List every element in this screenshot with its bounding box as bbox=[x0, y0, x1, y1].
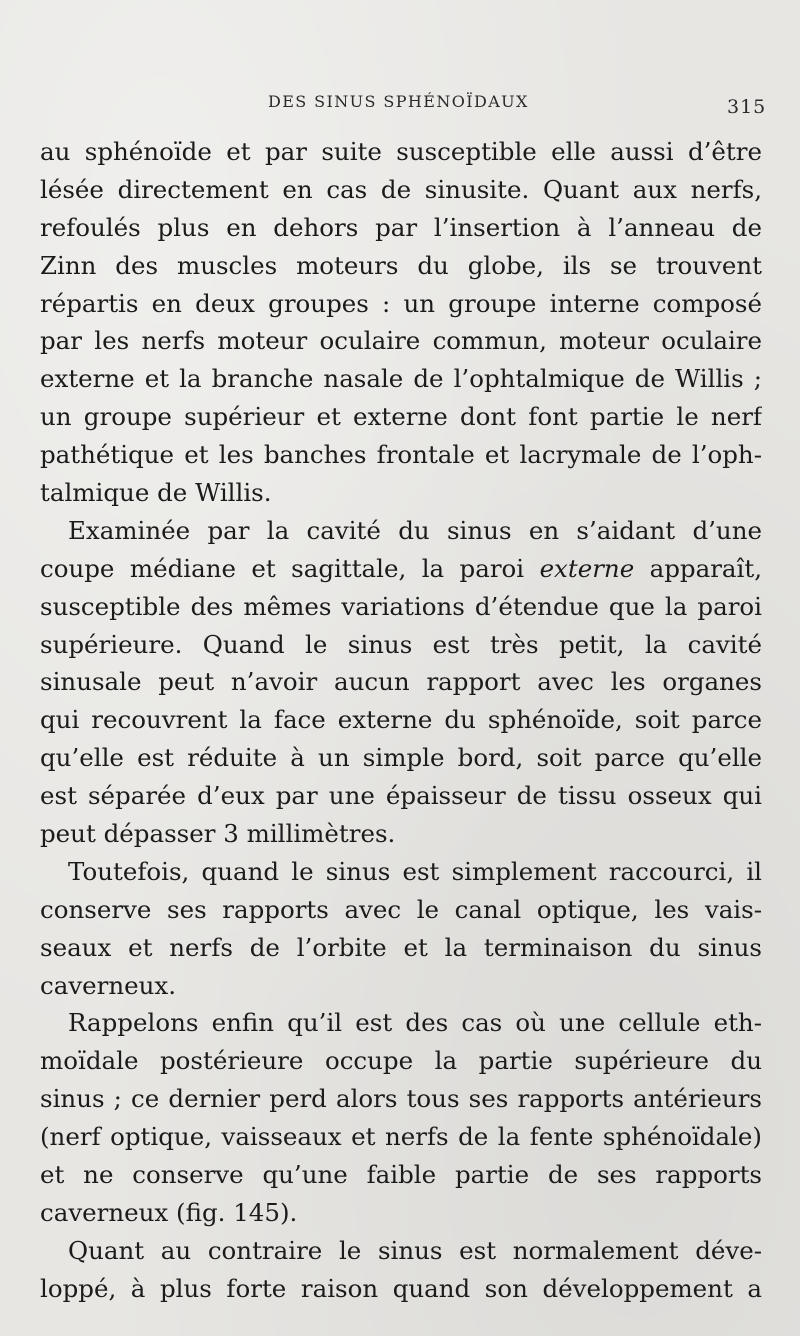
text-line: Zinn des muscles moteurs du globe, ils se trouvent bbox=[40, 250, 762, 280]
text-line: lésée directement en cas de sinusite. Quant aux nerfs, bbox=[40, 174, 762, 204]
text-line: susceptible des mêmes variations d’étendue que la paroi bbox=[40, 591, 762, 621]
text-line: conserve ses rapports avec le canal optique, les vais- bbox=[40, 894, 762, 924]
text-line: un groupe supérieur et externe dont font partie le nerf bbox=[40, 402, 762, 432]
paragraph-3 bbox=[40, 853, 762, 1005]
text-line: par les nerfs moteur oculaire commun, moteur oculaire bbox=[40, 326, 762, 356]
text-line: (nerf optique, vaisseaux et nerfs de la fente sphénoïdale) bbox=[40, 1122, 762, 1152]
paragraph-4 bbox=[40, 1004, 762, 1231]
text-line: répartis en deux groupes : un groupe interne composé bbox=[40, 288, 762, 318]
paragraph-5 bbox=[40, 1232, 762, 1308]
text-line: seaux et nerfs de l’orbite et la terminaison du sinus bbox=[40, 932, 762, 962]
text-line: et ne conserve qu’une faible partie de ses rapports bbox=[40, 1160, 762, 1190]
text-line: supérieure. Quand le sinus est très petit, la cavité bbox=[40, 629, 762, 659]
text-line: pathétique et les banches frontale et lacrymale de l’oph- bbox=[40, 440, 762, 470]
text-line: talmique de Willis. bbox=[40, 478, 272, 508]
text-line: externe et la branche nasale de l’ophtalmique de Willis ; bbox=[40, 364, 762, 394]
page-number: 315 bbox=[727, 96, 767, 118]
body-text bbox=[40, 133, 762, 1308]
text-line: Toutefois, quand le sinus est simplement raccourci, il bbox=[68, 856, 762, 886]
text-line: peut dépasser 3 millimètres. bbox=[40, 819, 396, 849]
text-line: loppé, à plus forte raison quand son développement a bbox=[40, 1273, 762, 1303]
text-line: caverneux. bbox=[40, 970, 177, 1000]
paragraph-2 bbox=[40, 512, 762, 853]
text-segment: apparaît, bbox=[634, 553, 762, 583]
text-line: qui recouvrent la face externe du sphénoïde, soit parce bbox=[40, 705, 762, 735]
text-line: refoulés plus en dehors par l’insertion à l’anneau de bbox=[40, 212, 762, 242]
text-line: sinus ; ce dernier perd alors tous ses rapports antérieurs bbox=[40, 1084, 762, 1114]
text-segment: coupe médiane et sagittale, la paroi bbox=[40, 553, 540, 583]
text-line: qu’elle est réduite à un simple bord, soit parce qu’elle bbox=[40, 743, 762, 773]
text-line: Examinée par la cavité du sinus en s’aidant d’une bbox=[68, 515, 762, 545]
text-line: sinusale peut n’avoir aucun rapport avec les organes bbox=[40, 667, 762, 697]
text-line: au sphénoïde et par suite susceptible elle aussi d’être bbox=[40, 137, 762, 166]
running-head bbox=[0, 88, 800, 118]
running-title: DES SINUS SPHÉNOÏDAUX bbox=[268, 92, 529, 111]
text-line: Quant au contraire le sinus est normalement déve- bbox=[68, 1235, 762, 1265]
text-line: moïdale postérieure occupe la partie supérieure du bbox=[40, 1046, 762, 1076]
emphasis-externe: externe bbox=[539, 553, 635, 583]
text-line bbox=[40, 550, 762, 588]
text-line: caverneux (fig. 145). bbox=[40, 1197, 298, 1227]
text-line: Rappelons enfin qu’il est des cas où une cellule eth- bbox=[68, 1008, 762, 1038]
paragraph-1 bbox=[40, 133, 762, 512]
text-line: est séparée d’eux par une épaisseur de tissu osseux qui bbox=[40, 781, 762, 811]
